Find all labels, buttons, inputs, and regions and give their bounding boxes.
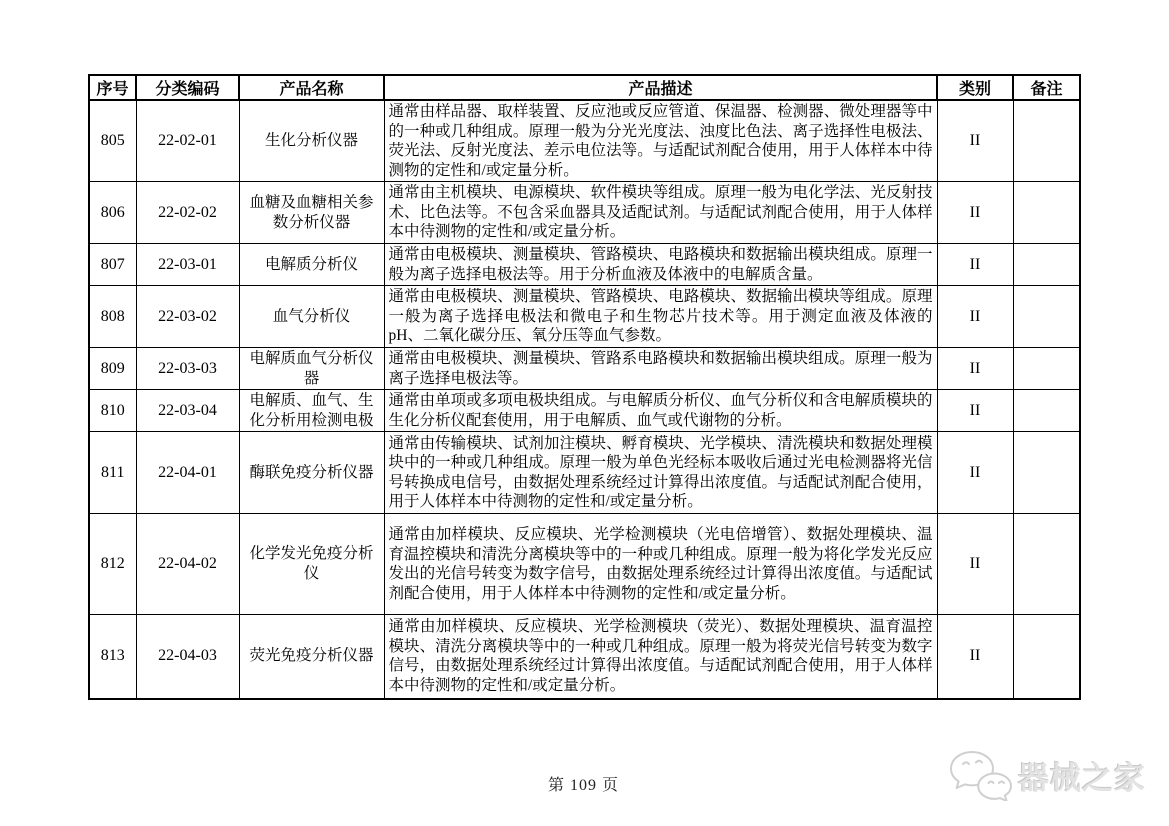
col-header-remark: 备注 bbox=[1013, 75, 1080, 100]
cell-remark bbox=[1013, 100, 1080, 182]
col-header-product-name: 产品名称 bbox=[239, 75, 384, 100]
cell-remark bbox=[1013, 514, 1080, 615]
cell-remark bbox=[1013, 390, 1080, 432]
table-row bbox=[89, 514, 1080, 615]
cell-classification-code: 22-04-02 bbox=[136, 514, 239, 615]
cell-product-name: 酶联免疫分析仪器 bbox=[239, 432, 384, 514]
cell-product-name: 血糖及血糖相关参数分析仪器 bbox=[239, 182, 384, 244]
cell-serial-number: 810 bbox=[89, 390, 136, 432]
cell-product-description: 通常由传输模块、试剂加注模块、孵育模块、光学模块、清洗模块和数据处理模块中的一种或几种组成。原理一般为单色光经标本吸收后通过光电检测器将光信号转换成电信号，由数据处理系统经过计算得出浓度值。与适配试剂配合使用，用于人体样本中待测物的定性和/或定量分析。 bbox=[384, 432, 937, 514]
cell-remark bbox=[1013, 182, 1080, 244]
col-header-description: 产品描述 bbox=[384, 75, 937, 100]
cell-classification-code: 22-03-01 bbox=[136, 244, 239, 286]
cell-category: II bbox=[937, 390, 1013, 432]
cell-remark bbox=[1013, 348, 1080, 390]
table-row bbox=[89, 244, 1080, 286]
cell-product-description: 通常由单项或多项电极块组成。与电解质分析仪、血气分析仪和含电解质模块的生化分析仪配套使用，用于电解质、血气或代谢物的分析。 bbox=[384, 390, 937, 432]
cell-classification-code: 22-02-01 bbox=[136, 100, 239, 182]
cell-product-description: 通常由主机模块、电源模块、软件模块等组成。原理一般为电化学法、光反射技术、比色法等。不包含采血器具及适配试剂。与适配试剂配合使用，用于人体样本中待测物的定性和/或定量分析。 bbox=[384, 182, 937, 244]
cell-category: II bbox=[937, 182, 1013, 244]
cell-serial-number: 812 bbox=[89, 514, 136, 615]
cell-classification-code: 22-04-03 bbox=[136, 615, 239, 699]
cell-category: II bbox=[937, 286, 1013, 348]
cell-product-name: 化学发光免疫分析仪 bbox=[239, 514, 384, 615]
cell-serial-number: 813 bbox=[89, 615, 136, 699]
cell-serial-number: 811 bbox=[89, 432, 136, 514]
cell-product-name: 电解质分析仪 bbox=[239, 244, 384, 286]
cell-remark bbox=[1013, 286, 1080, 348]
cell-product-description: 通常由加样模块、反应模块、光学检测模块（荧光）、数据处理模块、温育温控模块、清洗分离模块等中的一种或几种组成。原理一般为将荧光信号转变为数字信号，由数据处理系统经过计算得出浓度值。与适配试剂配合使用，用于人体样本中待测物的定性和/或定量分析。 bbox=[384, 615, 937, 699]
cell-product-description: 通常由样品器、取样装置、反应池或反应管道、保温器、检测器、微处理器等中的一种或几种组成。原理一般为分光光度法、浊度比色法、离子选择性电极法、荧光法、反射光度法、差示电位法等。与适配试剂配合使用，用于人体样本中待测物的定性和/或定量分析。 bbox=[384, 100, 937, 182]
table-row bbox=[89, 100, 1080, 182]
col-header-category: 类别 bbox=[937, 75, 1013, 100]
table-row bbox=[89, 182, 1080, 244]
cell-category: II bbox=[937, 514, 1013, 615]
wechat-icon bbox=[948, 749, 1012, 801]
table-row bbox=[89, 432, 1080, 514]
table-row bbox=[89, 348, 1080, 390]
cell-remark bbox=[1013, 615, 1080, 699]
cell-category: II bbox=[937, 615, 1013, 699]
watermark bbox=[948, 742, 1163, 808]
cell-classification-code: 22-03-03 bbox=[136, 348, 239, 390]
cell-product-description: 通常由电极模块、测量模块、管路系电路模块和数据输出模块组成。原理一般为离子选择电极法等。 bbox=[384, 348, 937, 390]
cell-classification-code: 22-04-01 bbox=[136, 432, 239, 514]
cell-product-description: 通常由电极模块、测量模块、管路模块、电路模块和数据输出模块组成。原理一般为离子选择电极法等。用于分析血液及体液中的电解质含量。 bbox=[384, 244, 937, 286]
cell-product-name: 荧光免疫分析仪器 bbox=[239, 615, 384, 699]
cell-serial-number: 808 bbox=[89, 286, 136, 348]
table-row bbox=[89, 390, 1080, 432]
cell-remark bbox=[1013, 244, 1080, 286]
col-header-serial: 序号 bbox=[89, 75, 136, 100]
cell-category: II bbox=[937, 348, 1013, 390]
cell-product-description: 通常由电极模块、测量模块、管路模块、电路模块、数据输出模块等组成。原理一般为离子选择电极法和微电子和生物芯片技术等。用于测定血液及体液的pH、二氧化碳分压、氧分压等血气参数。 bbox=[384, 286, 937, 348]
col-header-code: 分类编码 bbox=[136, 75, 239, 100]
cell-serial-number: 805 bbox=[89, 100, 136, 182]
watermark-text: 器械之家 bbox=[1018, 760, 1146, 796]
table-body bbox=[89, 100, 1080, 699]
cell-product-name: 电解质血气分析仪器 bbox=[239, 348, 384, 390]
cell-serial-number: 807 bbox=[89, 244, 136, 286]
cell-category: II bbox=[937, 244, 1013, 286]
cell-serial-number: 809 bbox=[89, 348, 136, 390]
table-row bbox=[89, 615, 1080, 699]
cell-classification-code: 22-02-02 bbox=[136, 182, 239, 244]
cell-classification-code: 22-03-02 bbox=[136, 286, 239, 348]
cell-product-description: 通常由加样模块、反应模块、光学检测模块（光电倍增管）、数据处理模块、温育温控模块和清洗分离模块等中的一种或几种组成。原理一般为将化学发光反应发出的光信号转变为数字信号，由数据处理系统经过计算得出浓度值。与适配试剂配合使用，用于人体样本中待测物的定性和/或定量分析。 bbox=[384, 514, 937, 615]
cell-product-name: 生化分析仪器 bbox=[239, 100, 384, 182]
cell-classification-code: 22-03-04 bbox=[136, 390, 239, 432]
table-row bbox=[89, 286, 1080, 348]
cell-product-name: 电解质、血气、生化分析用检测电极 bbox=[239, 390, 384, 432]
cell-product-name: 血气分析仪 bbox=[239, 286, 384, 348]
cell-serial-number: 806 bbox=[89, 182, 136, 244]
device-classification-table bbox=[88, 74, 1081, 700]
cell-remark bbox=[1013, 432, 1080, 514]
page-number: 第 109 页 bbox=[547, 777, 619, 794]
cell-category: II bbox=[937, 432, 1013, 514]
cell-category: II bbox=[937, 100, 1013, 182]
table-header-row bbox=[89, 75, 1080, 100]
